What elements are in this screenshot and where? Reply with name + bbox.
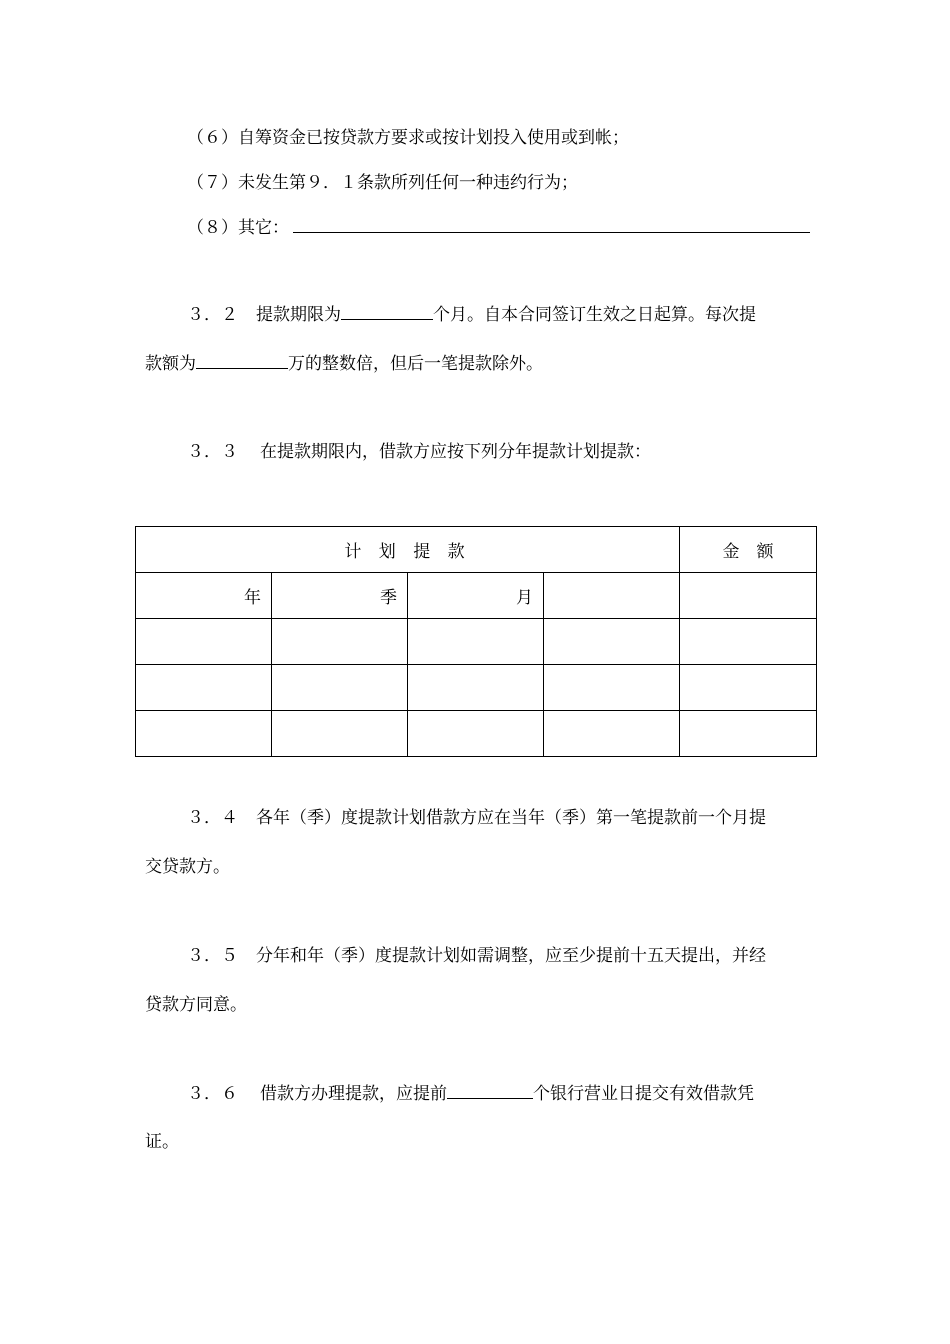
header-plan-cell: 计 划 提 款	[136, 527, 680, 573]
subheader-year-cell: 年	[136, 573, 272, 619]
clause-3-4-line1	[187, 807, 766, 829]
table-cell	[544, 665, 680, 711]
table-cell	[272, 619, 408, 665]
clause-3-2-blank-months	[341, 303, 433, 320]
clause-3-2-text-b: 个月。自本合同签订生效之日起算。每次提	[433, 305, 756, 325]
item-8-blank	[293, 216, 810, 233]
table-cell	[272, 711, 408, 757]
clause-3-2-line1	[187, 303, 756, 326]
clause-3-6-line2: 证。	[145, 1132, 179, 1152]
table-subheader-row	[136, 573, 817, 619]
clause-3-3-number: ３．３	[187, 442, 238, 462]
clause-3-6-line1	[187, 1082, 754, 1105]
subheader-quarter-cell: 季	[272, 573, 408, 619]
item-7: （７）未发生第９．１条款所列任何一种违约行为；	[187, 173, 578, 193]
clause-3-2-number: ３．２	[187, 305, 238, 325]
clause-3-2-blank-amount	[196, 352, 288, 369]
table-cell	[408, 711, 544, 757]
clause-3-5-line1	[187, 945, 766, 967]
table-cell	[680, 665, 817, 711]
subheader-month-cell: 月	[408, 573, 544, 619]
clause-3-4-line2: 交贷款方。	[145, 857, 230, 877]
table-cell	[408, 665, 544, 711]
table-cell	[680, 619, 817, 665]
clause-3-5-number: ３．５	[187, 946, 238, 966]
item-8-label: （８）其它：	[187, 218, 289, 238]
table-cell	[544, 573, 680, 619]
table-cell	[136, 619, 272, 665]
clause-3-4-text: 各年（季）度提款计划借款方应在当年（季）第一笔提款前一个月提	[256, 808, 766, 828]
clause-3-6-number: ３．６	[187, 1084, 238, 1104]
clause-3-6-text-b: 个银行营业日提交有效借款凭	[533, 1084, 754, 1104]
clause-3-3-text: 在提款期限内，借款方应按下列分年提款计划提款：	[260, 442, 651, 462]
clause-3-2-text-d: 万的整数倍，但后一笔提款除外。	[288, 354, 543, 374]
table-header-row	[136, 527, 817, 573]
clause-3-2-text-a: 提款期限为	[256, 305, 341, 325]
clause-3-2-text-c: 款额为	[145, 354, 196, 374]
clause-3-6-blank-days	[447, 1082, 533, 1099]
table-cell	[680, 711, 817, 757]
item-8	[187, 216, 810, 239]
table-cell	[272, 665, 408, 711]
header-amount-cell: 金 额	[680, 527, 817, 573]
table-cell	[544, 711, 680, 757]
table-cell	[136, 665, 272, 711]
table-row	[136, 665, 817, 711]
table-cell	[136, 711, 272, 757]
table-cell	[408, 619, 544, 665]
table-row	[136, 619, 817, 665]
table-cell	[544, 619, 680, 665]
table-row	[136, 711, 817, 757]
clause-3-5-line2: 贷款方同意。	[145, 995, 247, 1015]
withdrawal-plan-table	[135, 526, 817, 757]
clause-3-5-text: 分年和年（季）度提款计划如需调整，应至少提前十五天提出，并经	[256, 946, 766, 966]
clause-3-4-number: ３．４	[187, 808, 238, 828]
clause-3-2-line2	[145, 352, 543, 375]
clause-3-3	[187, 441, 651, 463]
clause-3-6-text-a: 借款方办理提款，应提前	[260, 1084, 447, 1104]
table-cell	[680, 573, 817, 619]
item-6: （６）自筹资金已按贷款方要求或按计划投入使用或到帐；	[187, 128, 629, 148]
